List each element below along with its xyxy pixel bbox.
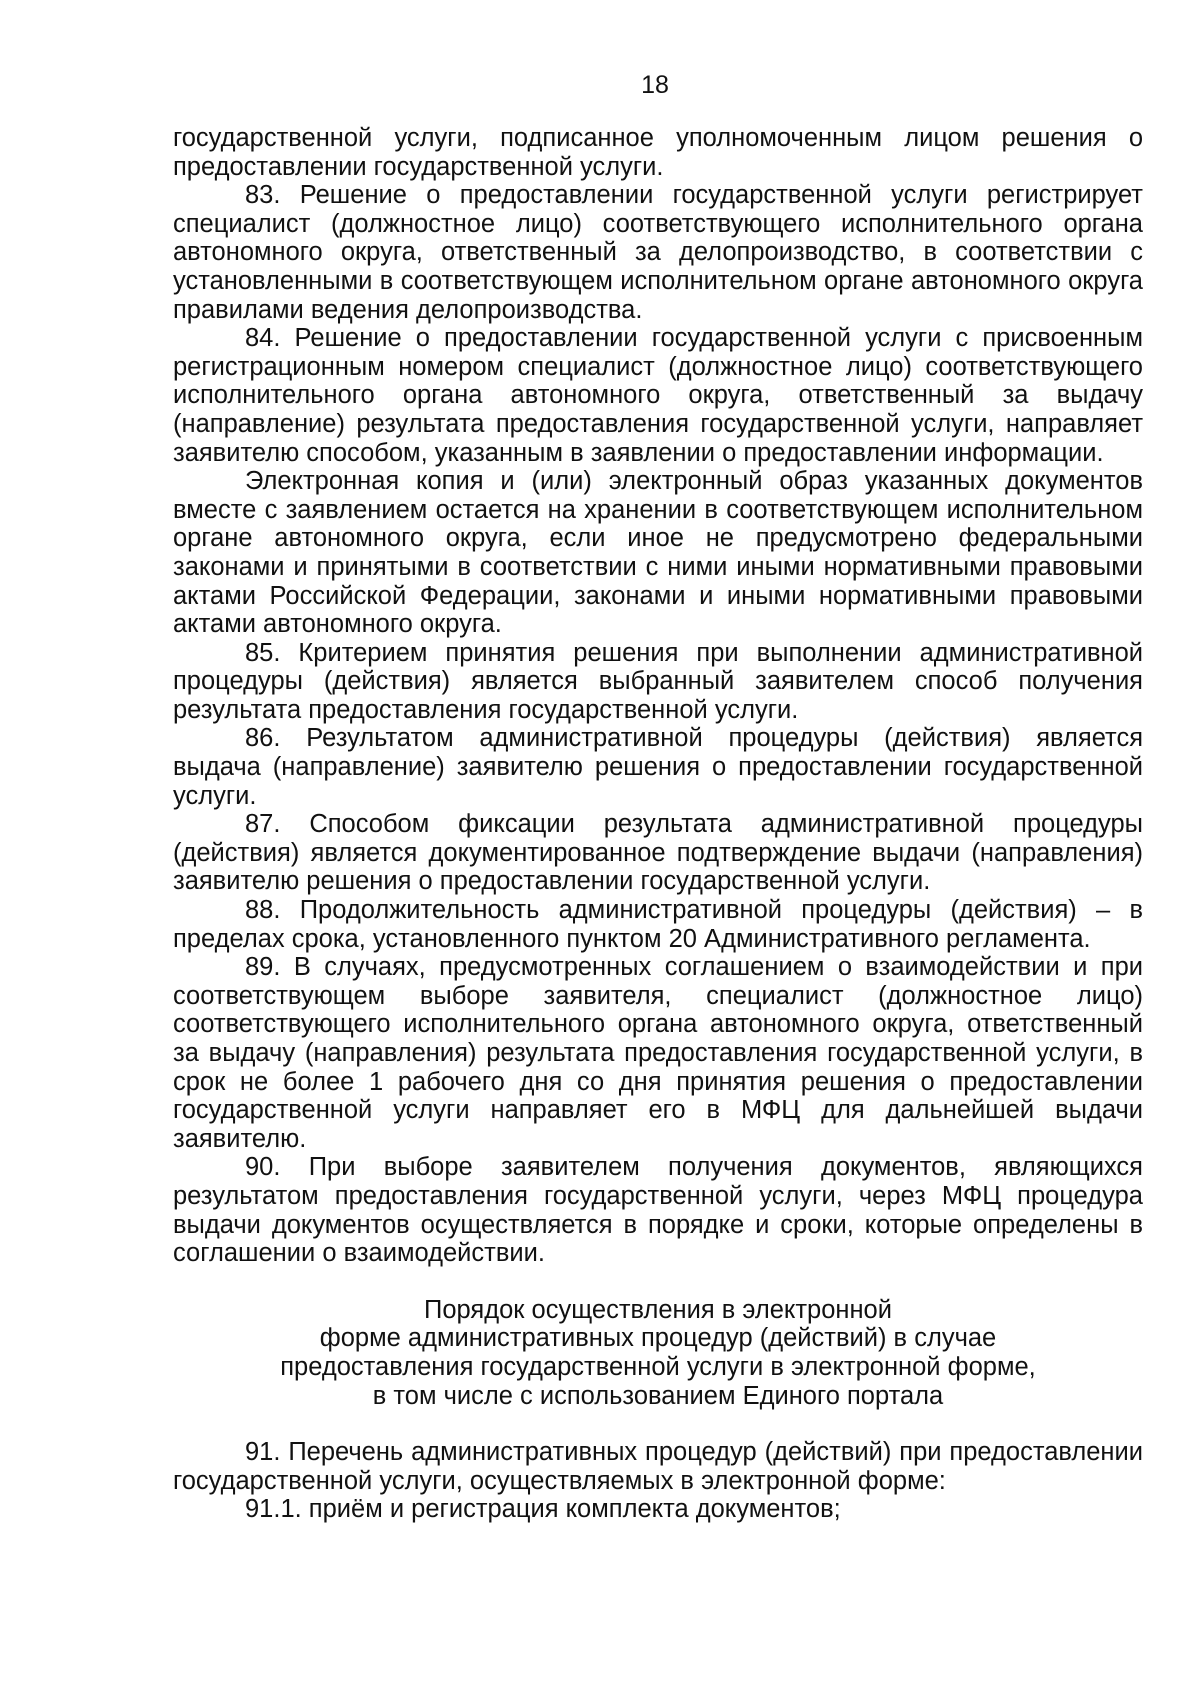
section-heading-line: в том числе с использованием Единого портала [372, 1381, 944, 1410]
paragraph-91: 91. Перечень административных процедур (действий) при предоставлении государственной услуги, осуществляемых в электронной форме: [173, 1438, 1143, 1495]
section-heading [173, 1296, 1143, 1410]
section-heading-line: форме административных процедур (действий) в случае [319, 1324, 997, 1353]
paragraph-88: 88. Продолжительность административной процедуры (действия) – в пределах срока, установленного пунктом 20 Административного регламента. [173, 896, 1143, 953]
paragraph-83: 83. Решение о предоставлении государственной услуги регистрирует специалист (должностное лицо) соответствующего исполнительного органа автономного округа, ответственный за делопроизводство, в соответствии с установленными в соответствующем исполнительном органе автономного округа правилами ведения делопроизводства. [173, 181, 1143, 324]
paragraph-electronic-copy: Электронная копия и (или) электронный образ указанных документов вместе с заявлением остается на хранении в соответствующем исполнительном органе автономного округа, если иное не предусмотрено федеральными законами и принятыми в соответствии с ними иными нормативными правовыми актами Российской Федерации, законами и иными нормативными правовыми актами автономного округа. [173, 467, 1143, 639]
paragraph-89: 89. В случаях, предусмотренных соглашением о взаимодействии и при соответствующем выборе заявителя, специалист (должностное лицо) соответствующего исполнительного органа автономного округа, ответственный за выдачу (направления) результата предоставления государственной услуги, в срок не более 1 рабочего дня со дня принятия решения о предоставлении государственной услуги направляет его в МФЦ для дальнейшей выдачи заявителю. [173, 953, 1143, 1153]
section-heading-line: предоставления государственной услуги в электронной форме, [280, 1352, 1036, 1381]
paragraph-84: 84. Решение о предоставлении государственной услуги с присвоенным регистрационным номером специалист (должностное лицо) соответствующего исполнительного органа автономного округа, ответственный за выдачу (направление) результата предоставления государственной услуги, направляет заявителю способом, указанным в заявлении о предоставлении информации. [173, 324, 1143, 467]
paragraph-90: 90. При выборе заявителем получения документов, являющихся результатом предоставления государственной услуги, через МФЦ процедура выдачи документов осуществляется в порядке и сроки, которые определены в соглашении о взаимодействии. [173, 1153, 1143, 1268]
paragraph-87: 87. Способом фиксации результата административной процедуры (действия) является документированное подтверждение выдачи (направления) заявителю решения о предоставлении государственной услуги. [173, 810, 1143, 896]
document-body [173, 124, 1143, 1524]
paragraph-85: 85. Критерием принятия решения при выполнении административной процедуры (действия) является выбранный заявителем способ получения результата предоставления государственной услуги. [173, 638, 1143, 724]
paragraph-91-1: 91.1. приём и регистрация комплекта документов; [245, 1495, 841, 1524]
page-number: 18 [641, 71, 669, 99]
paragraph: государственной услуги, подписанное уполномоченным лицом решения о предоставлении государственной услуги. [173, 124, 1143, 181]
section-heading-line: Порядок осуществления в электронной [424, 1295, 892, 1324]
paragraph-86: 86. Результатом административной процедуры (действия) является выдача (направление) заявителю решения о предоставлении государственной услуги. [173, 724, 1143, 810]
